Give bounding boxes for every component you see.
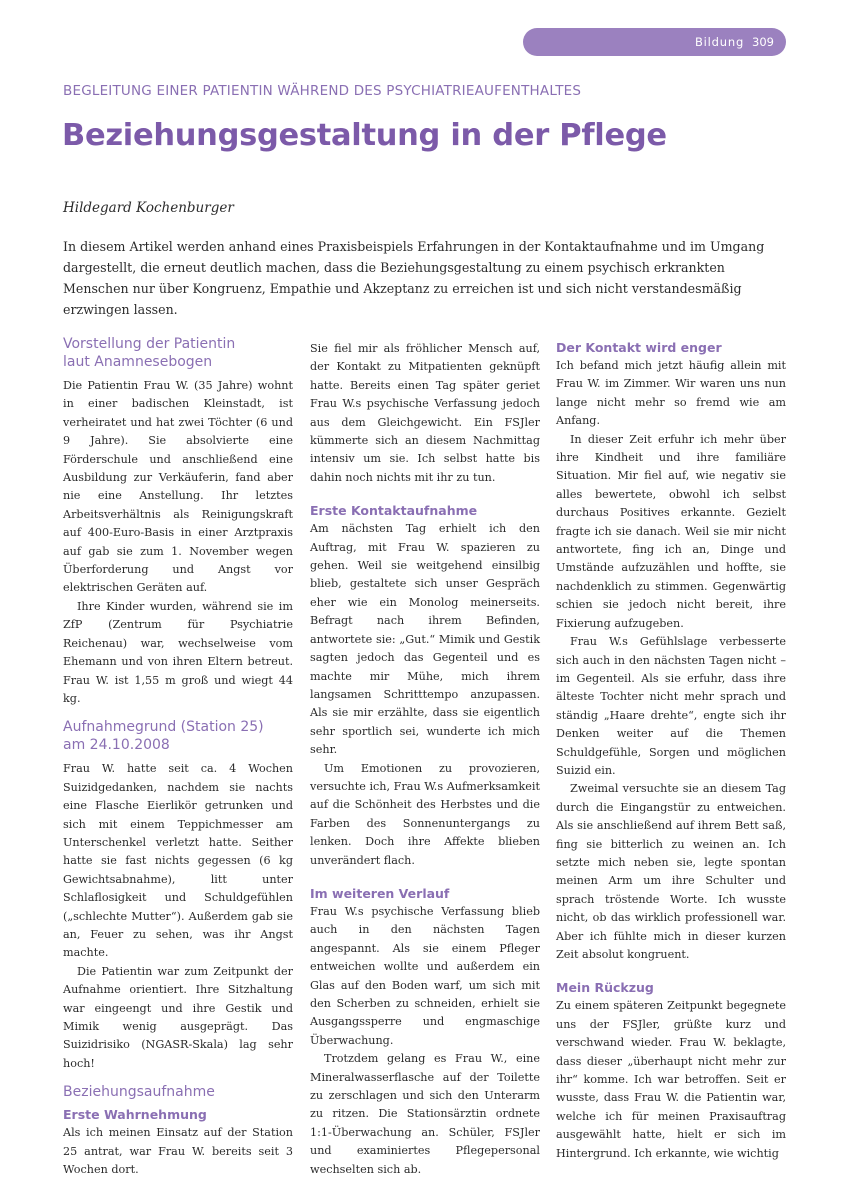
paragraph: Frau W. hatte seit ca. 4 Wochen Suizidgedanken, nachdem sie nachts eine Flasche Eierlikör getrunken und sich mit einem Teppichmesser am Unterschenkel verletzt hatte. Seither hatte sie fast nichts gegessen (6 kg Gewichtsabnahme), litt unter Schlaflosigkeit und Schuldgefühlen („schlechte Mutter“). Außerdem gab sie an, Feuer zu sehen, was ihr Angst machte. (63, 762, 293, 960)
text-column-1 (63, 335, 293, 1179)
heading-vorstellung: Vorstellung der Patientin laut Anamnesebogen (63, 336, 236, 370)
subheading-kontakt-enger: Der Kontakt wird enger (556, 340, 722, 355)
article-title: Beziehungsgestaltung in der Pflege (62, 118, 667, 153)
paragraph: Zu einem späteren Zeitpunkt begegnete uns der FSJler, grüßte kurz und verschwand wieder. Frau W. beklagte, dass dieser „überhaupt nicht mehr zur ihr“ komme. Ich war betroffen. Seit er wusste, dass Frau W. die Patientin war, welche ich für meinen Praxisauftrag ausgewählt hatte, hielt er sich im Hintergrund. Ich erkannte, wie wichtig (556, 999, 786, 1160)
subheading-weiterer-verlauf: Im weiteren Verlauf (310, 885, 450, 901)
paragraph: Die Patientin war zum Zeitpunkt der Aufnahme orientiert. Ihre Sitzhaltung war eingeengt und ihre Gestik und Mimik wenig ausgeprägt. Das Suizidrisiko (NGASR-Skala) lag sehr hoch! (63, 964, 293, 1070)
running-header (523, 28, 786, 56)
subheading-erste-kontaktaufnahme: Erste Kontaktaufnahme (310, 503, 478, 519)
paragraph: Um Emotionen zu provozieren, versuchte ich, Frau W.s Aufmerksamkeit auf die Schönheit des Herbstes und die Farben des Sonnenuntergangs zu lenken. Doch ihre Affekte blieben unverändert flach. (310, 761, 540, 867)
heading-aufnahmegrund: Aufnahmegrund (Station 25) am 24.10.2008 (63, 719, 264, 754)
article-author: Hildegard Kochenburger (63, 200, 234, 216)
paragraph: Am nächsten Tag erhielt ich den Auftrag, mit Frau W. spazieren zu gehen. Weil sie weitgehend einsilbig blieb, gestaltete sich unser Gespräch eher wie ein Monolog meinerseits. Befragt nach ihrem Befinden, antwortete sie: „Gut.“ Mimik und Gestik sagten jedoch das Gegenteil und es machte mir Mühe, mich ihrem langsamen Schritttempo anzupassen. Als sie mir erzählte, dass sie eigentlich sehr sportlich sei, wunderte ich mich sehr. (310, 522, 540, 757)
paragraph: Die Patientin Frau W. (35 Jahre) wohnt in einer badischen Kleinstadt, ist verheiratet und hat zwei Töchter (6 und 9 Jahre). Sie absolvierte eine Förderschule und anschließend eine Ausbildung zur Verkäuferin, fand aber nie eine Anstellung. Ihr letztes Arbeitsverhältnis als Reinigungskraft auf 400-Euro-Basis in einer Arztpraxis auf gab sie zum 1. November wegen Überforderung und Angst vor elektrischen Geräten auf. (63, 379, 293, 595)
paragraph: In dieser Zeit erfuhr ich mehr über ihre Kindheit und ihre familiäre Situation. Mir fiel auf, wie negativ sie alles bewertete, obwohl ich selbst durchaus Positives erkannte. Gezielt fragte ich sie danach. Weil sie mir nicht antwortete, fing ich an, Dinge und Umstände aufzuzählen und hoffte, sie nachdenklich zu stimmen. Gegenwärtig schien sie jedoch nicht bereit, ihre Fixierung aufzugeben. (556, 432, 786, 630)
paragraph: Zweimal versuchte sie an diesem Tag durch die Eingangstür zu entweichen. Als sie anschließend auf ihrem Bett saß, fing sie bitterlich zu weinen an. Ich setzte mich neben sie, legte spontan meinen Arm um ihre Schulter und sprach tröstende Worte. Ich wusste nicht, ob das wirklich professionell war. Aber ich fühlte mich in dieser kurzen Zeit absolut kongruent. (556, 782, 786, 961)
paragraph: Frau W.s psychische Verfassung blieb auch in den nächsten Tagen angespannt. Als sie einem Pfleger entweichen wollte und außerdem ein Glas auf den Boden warf, um sich mit den Scherben zu schneiden, erhielt sie Ausgangssperre und engmaschige Überwachung. (310, 904, 540, 1047)
paragraph: Sie fiel mir als fröhlicher Mensch auf, der Kontakt zu Mitpatienten geknüpft hatte. Bereits einen Tag später geriet Frau W.s psychische Verfassung jedoch aus dem Gleichgewicht. Ein FSJler kümmerte sich an diesem Nachmittag intensiv um sie. Ich selbst hatte bis dahin noch nichts mit ihr zu tun. (310, 342, 540, 484)
paragraph: Trotzdem gelang es Frau W., eine Mineralwasserflasche auf der Toilette zu zerschlagen und sich den Unterarm zu ritzen. Die Stationsärztin ordnete 1:1-Überwachung an. Schüler, FSJler und examiniertes Pflegepersonal wechselten sich ab. (310, 1052, 540, 1176)
subheading-rueckzug: Mein Rückzug (556, 980, 654, 996)
paragraph: Als ich meinen Einsatz auf der Station 25 antrat, war Frau W. bereits seit 3 Wochen dort. (63, 1126, 293, 1177)
paragraph: Frau W.s Gefühlslage verbesserte sich auch in den nächsten Tagen nicht – im Gegenteil. Als sie erfuhr, dass ihre älteste Tochter nicht mehr sprach und ständig „Haare drehte“, engte sich ihr Denken weiter auf die Themen Schuldgefühle, Sorgen und möglichen Suizid ein. (556, 635, 786, 777)
page-number: 309 (752, 35, 774, 49)
paragraph: Ihre Kinder wurden, während sie im ZfP (Zentrum für Psychiatrie Reichenau) war, wechselweise vom Ehemann und von ihren Eltern betreut. Frau W. ist 1,55 m groß und wiegt 44 kg. (63, 599, 293, 705)
paragraph: Ich befand mich jetzt häufig allein mit Frau W. im Zimmer. Wir waren uns nun lange nicht mehr so fremd wie am Anfang. (556, 359, 786, 428)
text-column-2 (310, 340, 540, 1179)
article-lead: In diesem Artikel werden anhand eines Praxisbeispiels Erfahrungen in der Kontaktaufnahme und im Umgang dargestellt, die erneut deutlich machen, dass die Beziehungsgestaltung zu einem psychisch erkrankten Menschen nur über Kongruenz, Empathie und Akzeptanz zu erreichen ist und sich nicht verstandesmäßig erzwingen lassen. (63, 239, 765, 317)
section-label: Bildung (694, 35, 745, 49)
subheading-erste-wahrnehmung: Erste Wahrnehmung (63, 1107, 207, 1123)
heading-beziehungsaufnahme: Beziehungsaufnahme (63, 1084, 215, 1101)
text-column-3 (556, 340, 786, 1163)
article-kicker: BEGLEITUNG EINER PATIENTIN WÄHREND DES PSYCHIATRIEAUFENTHALTES (63, 83, 582, 99)
